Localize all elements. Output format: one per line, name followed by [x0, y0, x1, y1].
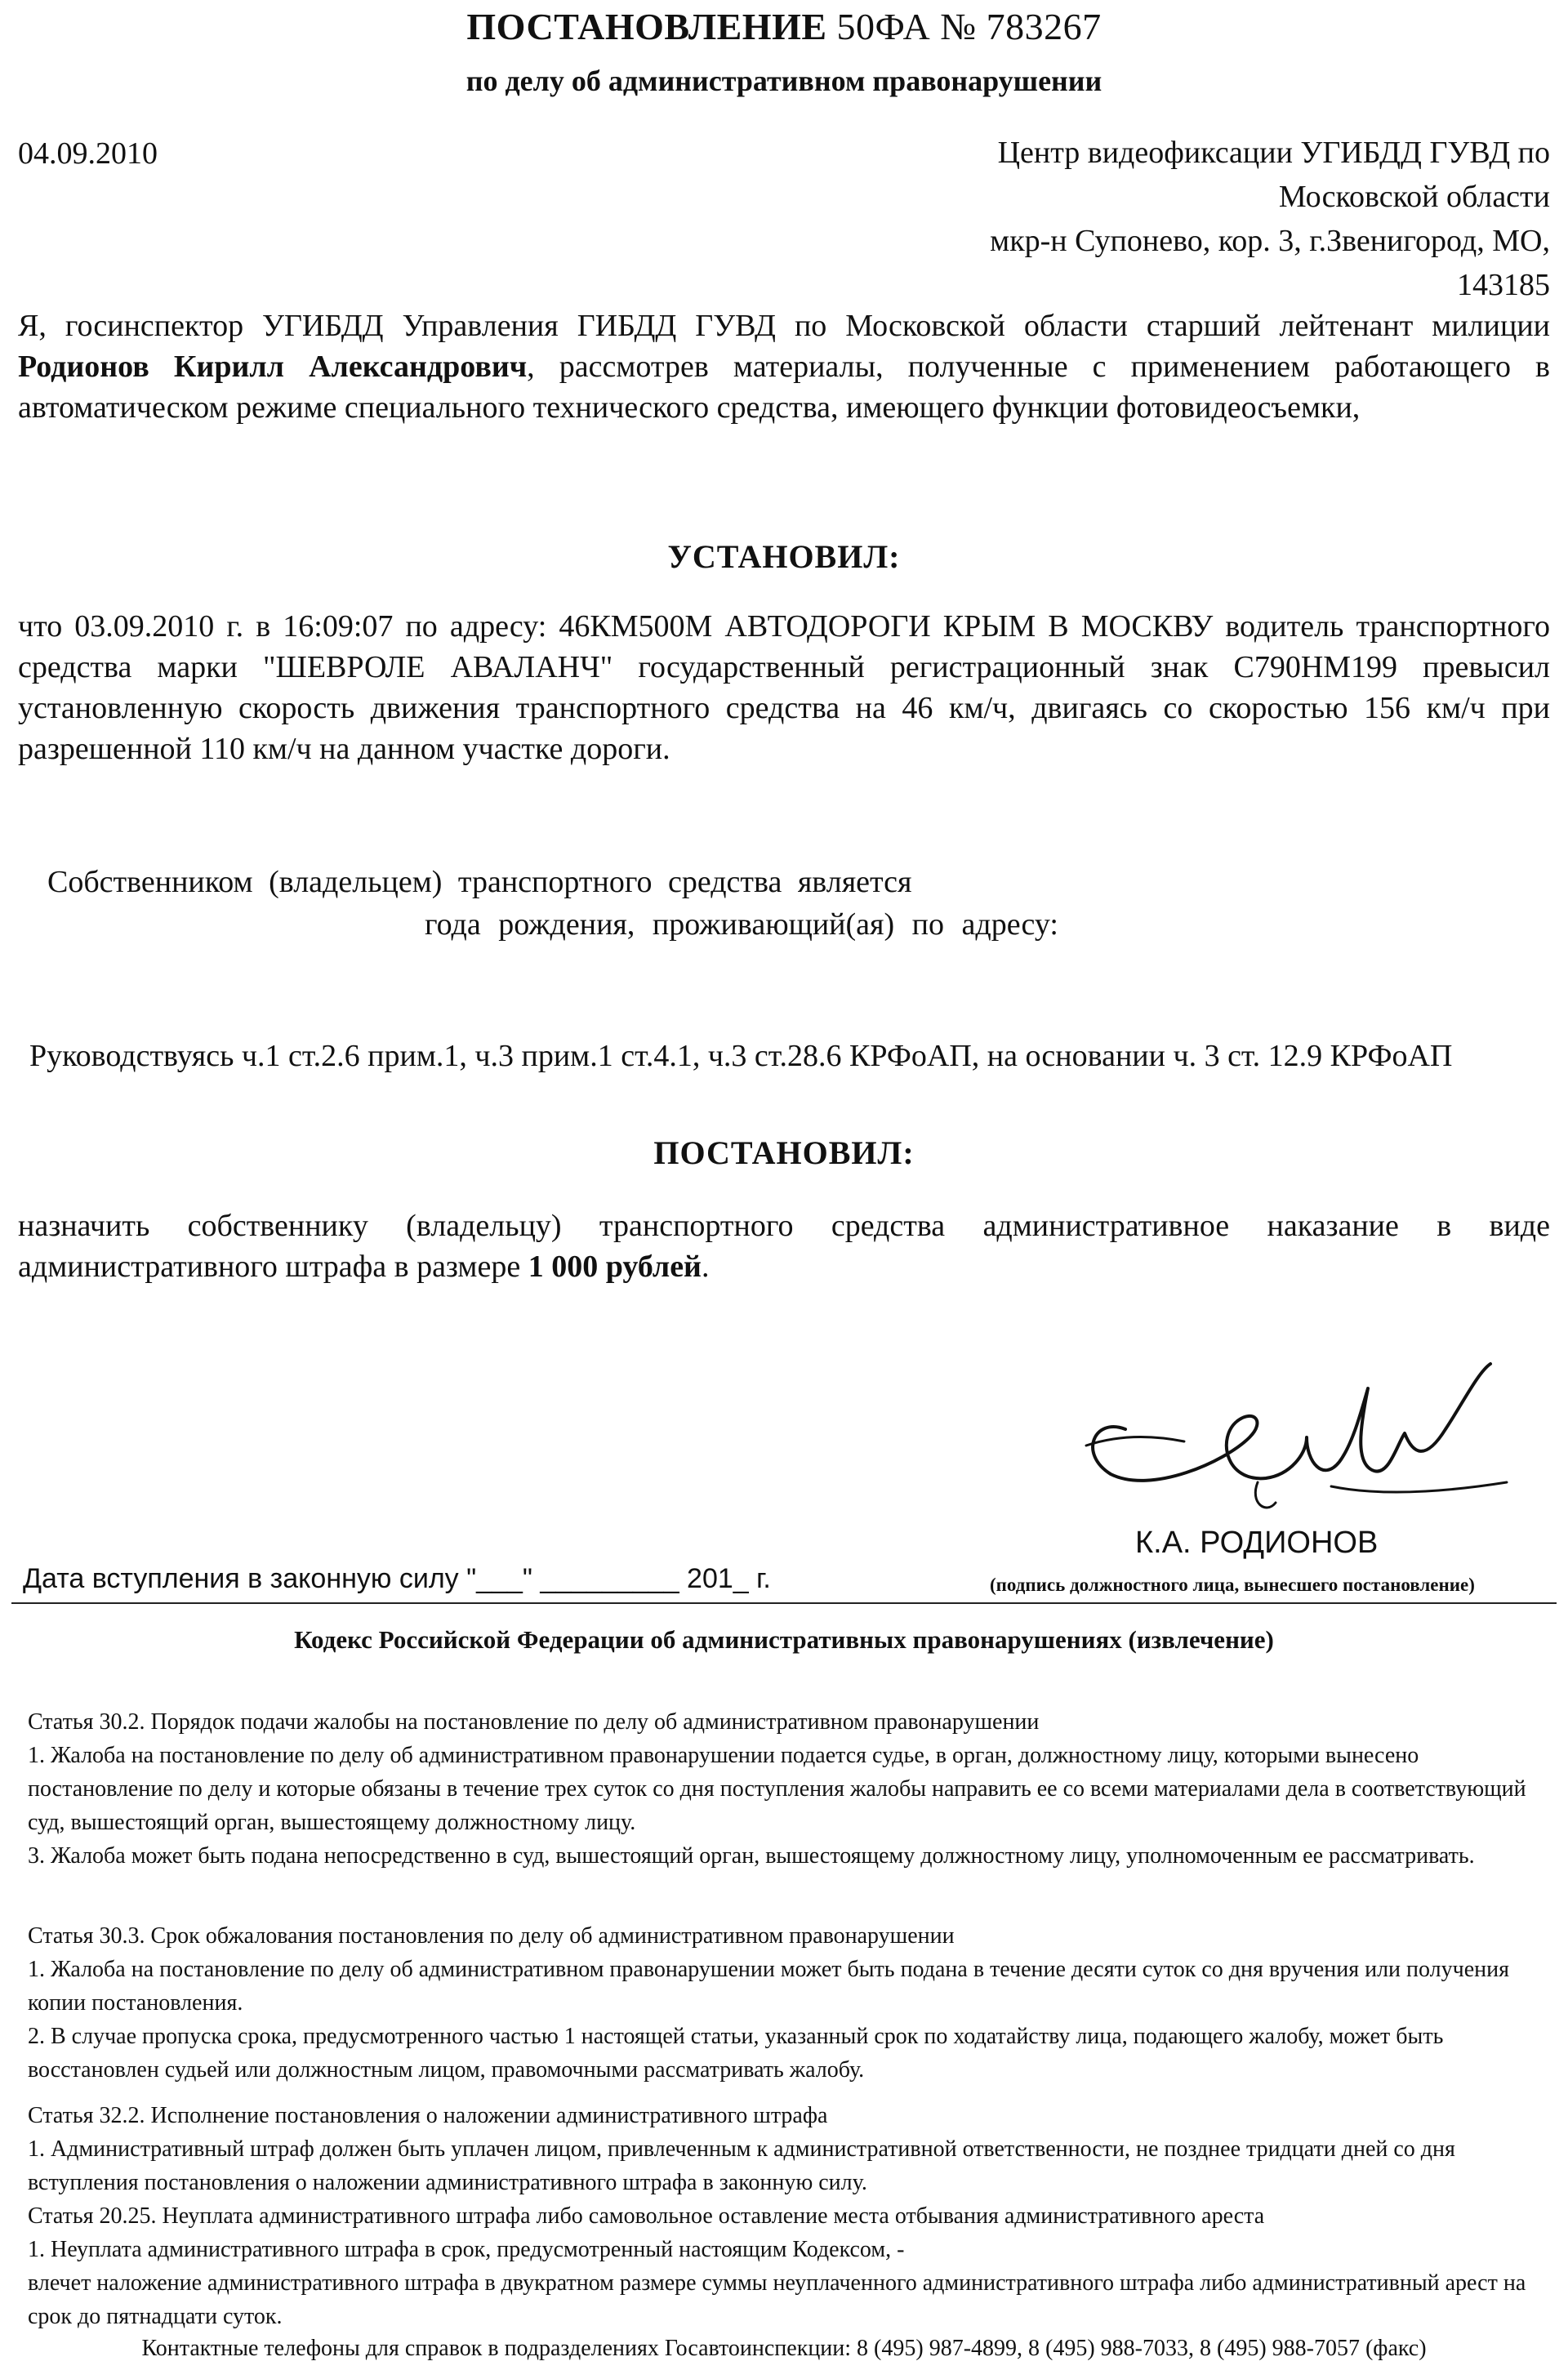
legal-basis-paragraph: Руководствуясь ч.1 ст.2.6 прим.1, ч.3 прим.1 ст.4.1, ч.3 ст.28.6 КРФоАП, на основании ч. 3 ст. 12.9 КРФоАП — [29, 1039, 1453, 1073]
issuer-name-line1: Центр видеофиксации УГИБДД ГУВД по — [997, 136, 1550, 170]
code-extract-title: Кодекс Российской Федерации об административных правонарушениях (извлечение) — [294, 1625, 1274, 1654]
decision-end: . — [701, 1250, 710, 1284]
article-32-2 — [28, 2099, 1539, 2333]
article-30-2-item-3: 3. Жалоба может быть подана непосредственно в суд, вышестоящий орган, вышестоящему должностному лицу, уполномоченным ее рассматривать. — [28, 1843, 1475, 1869]
intro-paragraph — [18, 305, 1550, 428]
article-20-25-penalty: влечет наложение административного штрафа в двукратном размере суммы неуплаченного административного штрафа либо административный арест на срок до пятнадцати суток. — [28, 2270, 1526, 2329]
article-30-3 — [28, 1919, 1539, 2087]
article-30-3-title: Статья 30.3. Срок обжалования постановления по делу об административном правонарушении — [28, 1923, 955, 1949]
issuer-block — [815, 131, 1550, 307]
document-subtitle: по делу об административном правонарушении — [466, 65, 1102, 97]
intro-text-before: Я, госинспектор УГИБДД Управления ГИБДД ГУВД по Московской области старший лейтенант милиции — [18, 309, 1550, 343]
decision-heading: ПОСТАНОВИЛ: — [653, 1134, 915, 1171]
article-20-25-item-1: 1. Неуплата административного штрафа в срок, предусмотренный настоящим Кодексом, - — [28, 2237, 905, 2262]
issuer-name-line2: Московской области — [1278, 180, 1550, 214]
intro-text-after: , рассмотрев материалы, полученные с применением работающего в автоматическом режиме специального технического средства, имеющего функции фотовидеосъемки, — [18, 350, 1550, 425]
inspector-name: Родионов Кирилл Александрович — [18, 350, 528, 384]
owner-line-1: Собственником (владельцем) транспортного средства является — [47, 865, 912, 899]
effective-date-line: Дата вступления в законную силу "___" _________ 201_ г. — [23, 1563, 771, 1594]
document-title-word: ПОСТАНОВЛЕНИЕ — [466, 6, 827, 47]
issuer-address-line1: мкр-н Супонево, кор. 3, г.Звенигород, МО, — [990, 224, 1550, 258]
document-title — [0, 5, 1568, 48]
owner-line-2: года рождения, проживающий(ая) по адресу: — [425, 907, 1058, 942]
article-20-25-title: Статья 20.25. Неуплата административного штрафа либо самовольное оставление места отбывания административного ареста — [28, 2203, 1265, 2229]
signature-caption: (подпись должностного лица, вынесшего постановление) — [990, 1575, 1475, 1595]
signer-name: К.А. РОДИОНОВ — [1135, 1526, 1379, 1560]
article-30-2-item-1: 1. Жалоба на постановление по делу об административном правонарушении подается судье, в орган, должностному лицу, которыми вынесено постановление по делу и которые обязаны в течение трех суток со дня поступления жалобы направить ее со всеми материалами дела в соответствующий суд, вышестоящий орган, вышестоящему должностному лицу. — [28, 1743, 1526, 1835]
signature-icon — [1062, 1339, 1519, 1535]
article-30-3-item-1: 1. Жалоба на постановление по делу об административном правонарушении может быть подана в течение десяти суток со дня вручения или получения копии постановления. — [28, 1957, 1509, 2016]
decision-text: назначить собственнику (владельцу) транспортного средства административное наказание в виде административного штрафа в размере — [18, 1209, 1550, 1284]
established-paragraph: что 03.09.2010 г. в 16:09:07 по адресу: 46КМ500М АВТОДОРОГИ КРЫМ В МОСКВУ водитель транспортного средства марки "ШЕВРОЛЕ АВАЛАНЧ" государственный регистрационный знак С790НМ199 превысил установленную скорость движения транспортного средства на 46 км/ч, двигаясь со скоростью 156 км/ч при разрешенной 110 км/ч на данном участке дороги. — [18, 609, 1550, 766]
document-number: 50ФА № 783267 — [836, 6, 1102, 47]
section-divider — [11, 1602, 1557, 1604]
document-date: 04.09.2010 — [18, 136, 158, 171]
article-30-3-item-2: 2. В случае пропуска срока, предусмотренного частью 1 настоящей статьи, указанный срок по ходатайству лица, подающего жалобу, может быть восстановлен судьей или должностным лицом, правомочными рассматривать жалобу. — [28, 2024, 1444, 2083]
issuer-address-line2: 143185 — [1457, 268, 1550, 302]
article-32-2-title: Статья 32.2. Исполнение постановления о наложении административного штрафа — [28, 2103, 828, 2128]
contact-phones: Контактные телефоны для справок в подразделениях Госавтоинспекции: 8 (495) 987-4899, 8 (495) 988-7033, 8 (495) 988-7057 (факс) — [141, 2336, 1427, 2361]
fine-amount: 1 000 рублей — [528, 1250, 702, 1284]
established-heading: УСТАНОВИЛ: — [667, 538, 901, 575]
decision-paragraph — [18, 1205, 1550, 1287]
article-30-2 — [28, 1705, 1539, 1873]
article-30-2-title: Статья 30.2. Порядок подачи жалобы на постановление по делу об административном правонарушении — [28, 1709, 1040, 1735]
article-32-2-item-1: 1. Административный штраф должен быть уплачен лицом, привлеченным к административной ответственности, не позднее тридцати дней со дня вступления постановления о наложении административного штрафа в законную силу. — [28, 2136, 1455, 2195]
